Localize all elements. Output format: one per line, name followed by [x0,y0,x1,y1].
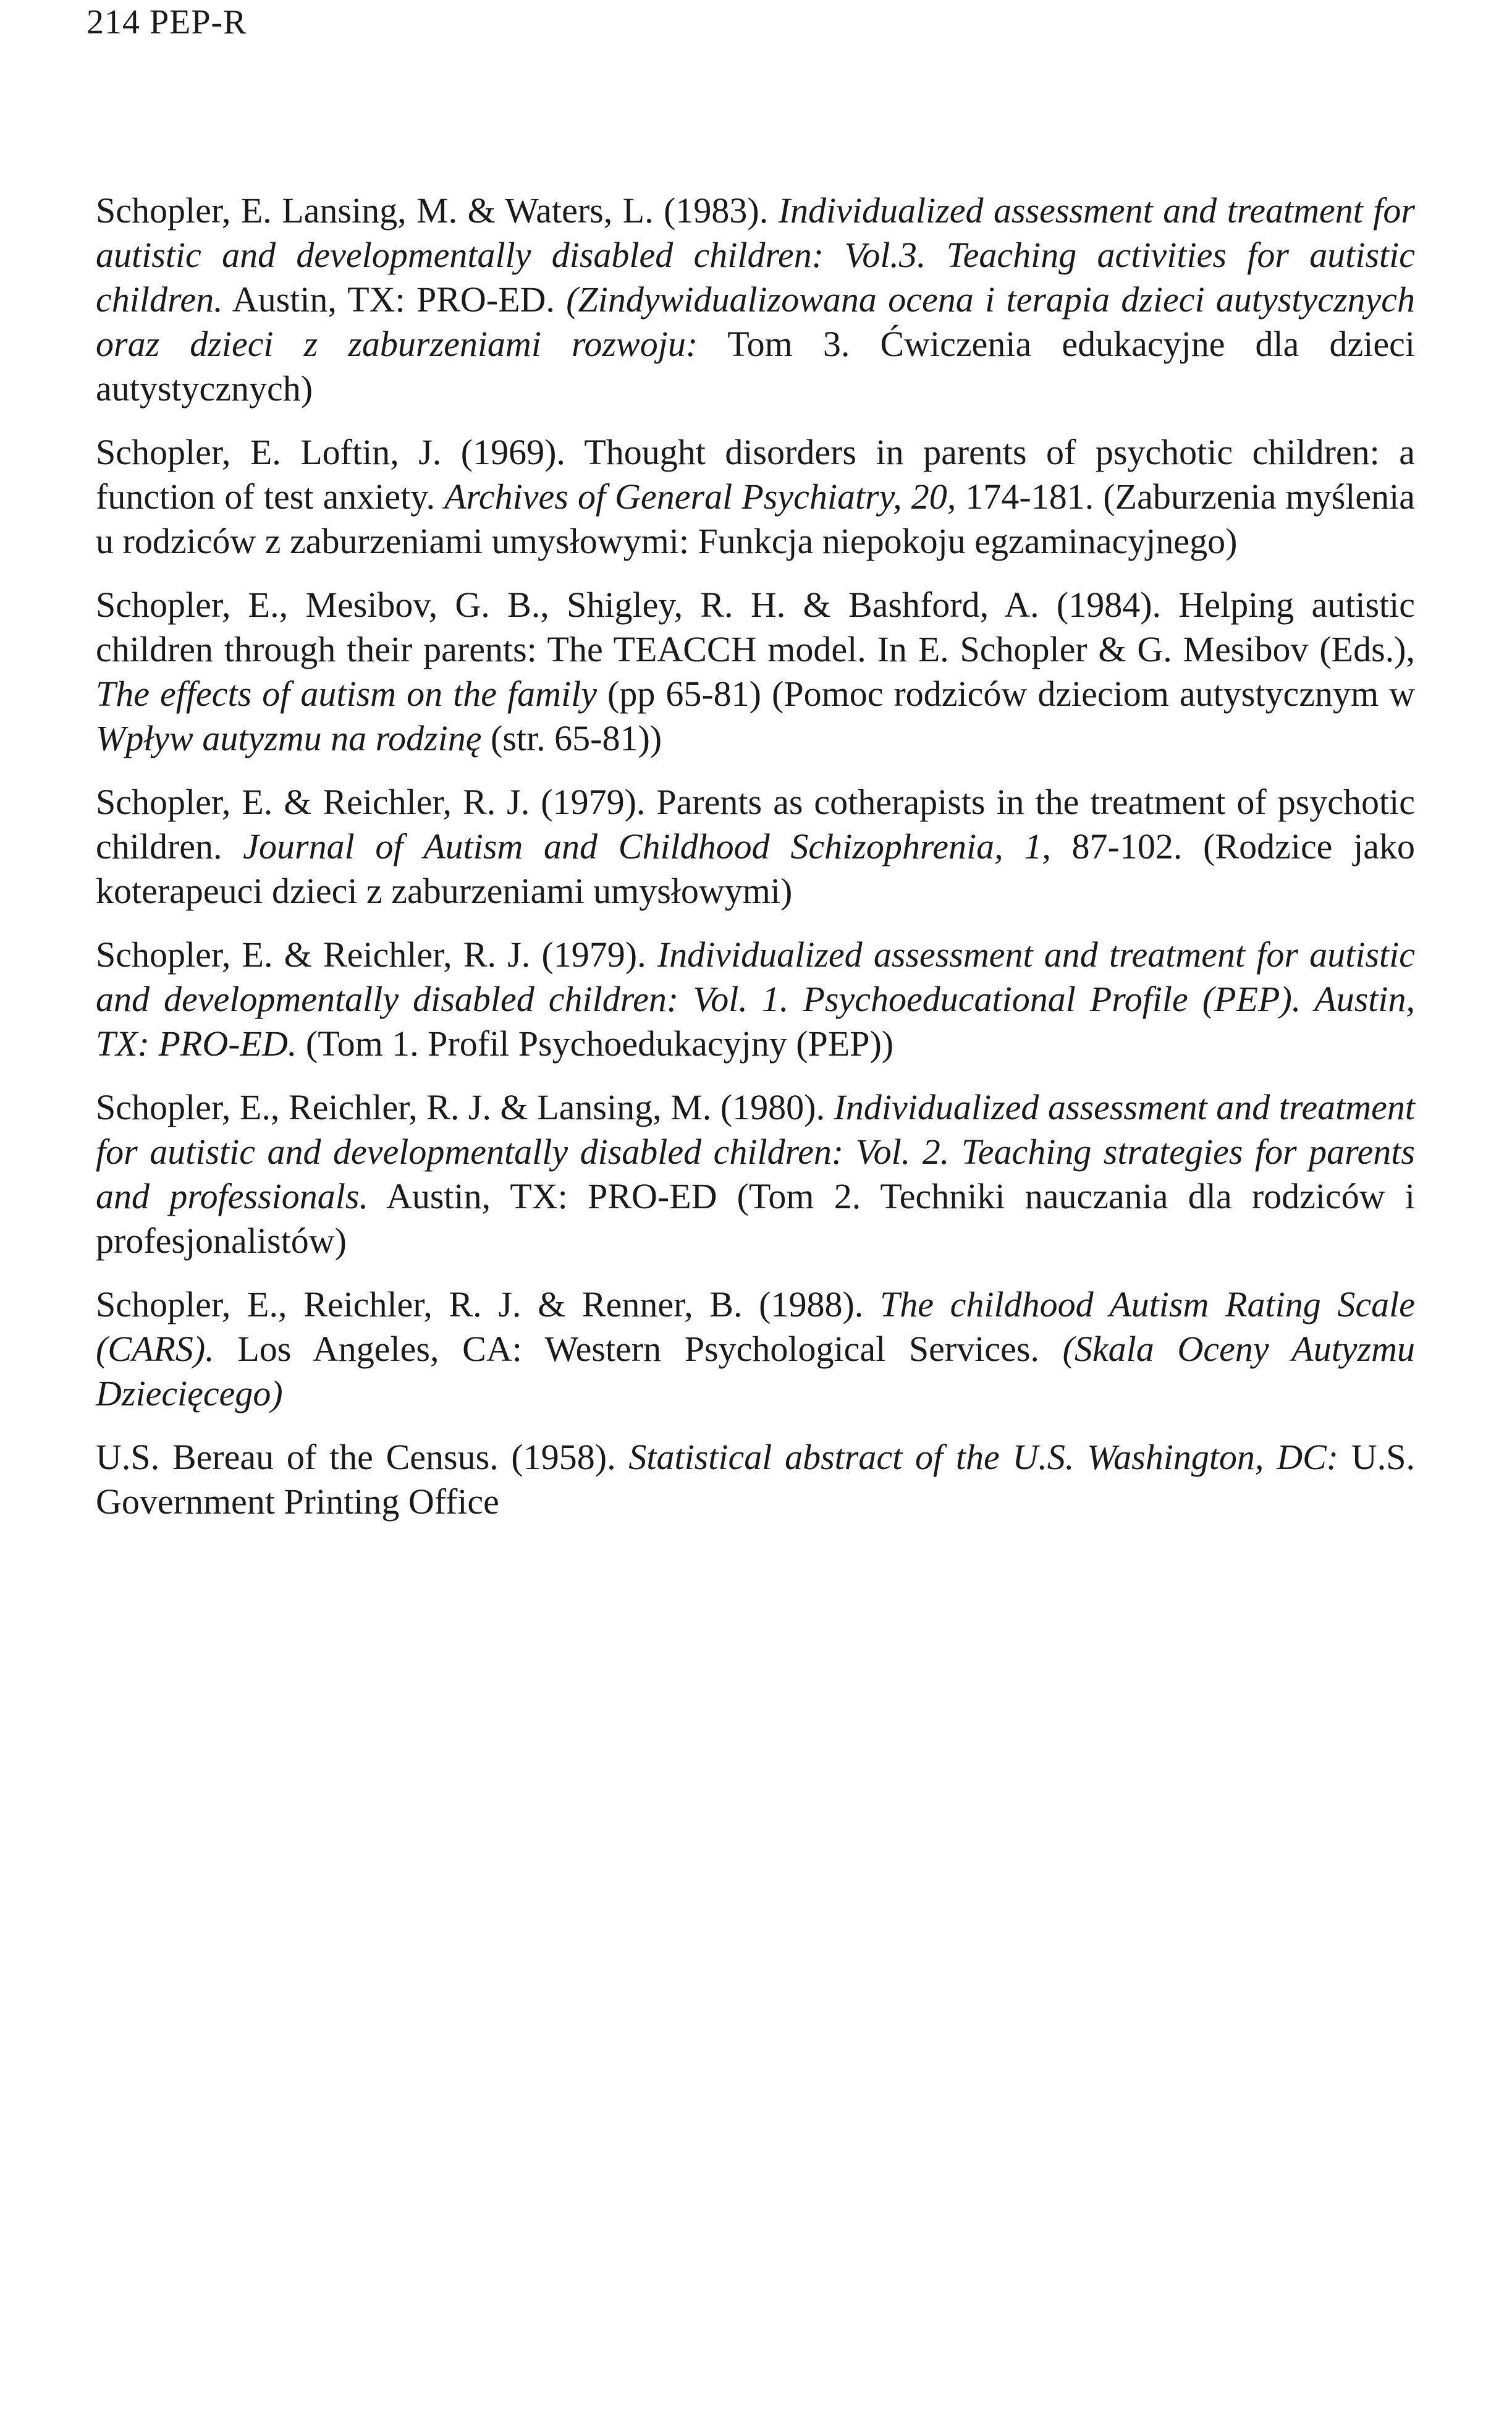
reference-title-segment: Individualized assessment and treatment for autistic and developmentally disabled children: Vol.3. Teaching activities for autistic children. [96,190,1415,320]
reference-text-segment: 174-181. (Zaburzenia myślenia u rodziców z zaburzeniami umysłowymi: Funkcja niepokoju egzaminacyjnego) [96,477,1416,561]
reference-title-segment: Wpływ autyzmu na rodzinę [96,718,482,758]
reference-text-segment: Tom 3. Ćwiczenia edukacyjne dla dzieci autystycznych) [96,324,1415,409]
reference-text-segment: Austin, TX: PRO-ED. [222,279,567,320]
running-head: 214 PEP-R [87,3,247,41]
reference-text-segment: Schopler, E., Reichler, R. J. & Lansing, M. (1980). [96,1087,834,1127]
reference-title-segment: Archives of General Psychiatry, 20, [444,477,957,517]
reference-text-segment: U.S. Government Printing Office [96,1437,1415,1522]
reference-text-segment: Schopler, E. & Reichler, R. J. (1979). Parents as cotherapists in the treatment of psychotic children. [96,782,1415,866]
reference-title-segment: The childhood Autism Rating Scale (CARS). [96,1284,1415,1369]
reference-text-segment: Los Angeles, CA: Western Psychological Services. [214,1329,1063,1369]
reference-title-segment: Journal of Autism and Childhood Schizophrenia, 1, [243,826,1051,866]
reference-text-segment: (pp 65-81) (Pomoc rodziców dzieciom autystycznym w [596,674,1415,714]
reference-title-segment: Statistical abstract of the U.S. Washington, DC: [628,1437,1339,1477]
reference-entry [96,780,1415,913]
reference-text-segment: (str. 65-81)) [481,718,662,758]
reference-text-segment: U.S. Bereau of the Census. (1958). [96,1437,629,1477]
reference-title-segment: Individualized assessment and treatment for autistic and developmentally disabled children: Vol. 2. Teaching strategies for parents and professionals. [96,1087,1416,1216]
reference-text-segment: 87-102. (Rodzice jako koterapeuci dzieci z zaburzeniami umysłowymi) [96,826,1416,911]
reference-text-segment: Schopler, E., Mesibov, G. B., Shigley, R. H. & Bashford, A. (1984). Helping autistic children through their parents: The TEACCH model. In E. Schopler & G. Mesibov (Eds.), [96,585,1415,669]
reference-entry [96,189,1415,411]
reference-text-segment: Schopler, E. & Reichler, R. J. (1979). [96,934,657,975]
reference-title-segment: (Skala Oceny Autyzmu Dziecięcego) [96,1329,1416,1413]
reference-title-segment: Individualized assessment and treatment for autistic and developmentally disabled children: Vol. 1. Psychoeducational Profile (PEP). Austin, TX: PRO-ED. [96,934,1415,1064]
reference-entry [96,1085,1415,1263]
reference-entry [96,1282,1415,1416]
reference-text-segment: Schopler, E. Loftin, J. (1969). Thought disorders in parents of psychotic children: a function of test anxiety. [96,432,1415,517]
reference-entry [96,933,1415,1066]
reference-list [96,189,1415,1543]
reference-text-segment: (Tom 1. Profil Psychoedukacyjny (PEP)) [297,1023,894,1064]
reference-entry [96,1435,1415,1524]
reference-text-segment: Austin, TX: PRO-ED (Tom 2. Techniki nauczania dla rodziców i profesjonalistów) [96,1176,1416,1261]
reference-text-segment: Schopler, E., Reichler, R. J. & Renner, B. (1988). [96,1284,880,1324]
reference-title-segment: The effects of autism on the family [96,674,597,714]
reference-entry [96,430,1415,564]
reference-text-segment: Schopler, E. Lansing, M. & Waters, L. (1983). [96,190,779,231]
reference-entry [96,583,1415,761]
reference-title-segment: (Zindywidualizowana ocena i terapia dzieci autystycznych oraz dzieci z zaburzeniami rozwoju: [96,279,1416,364]
